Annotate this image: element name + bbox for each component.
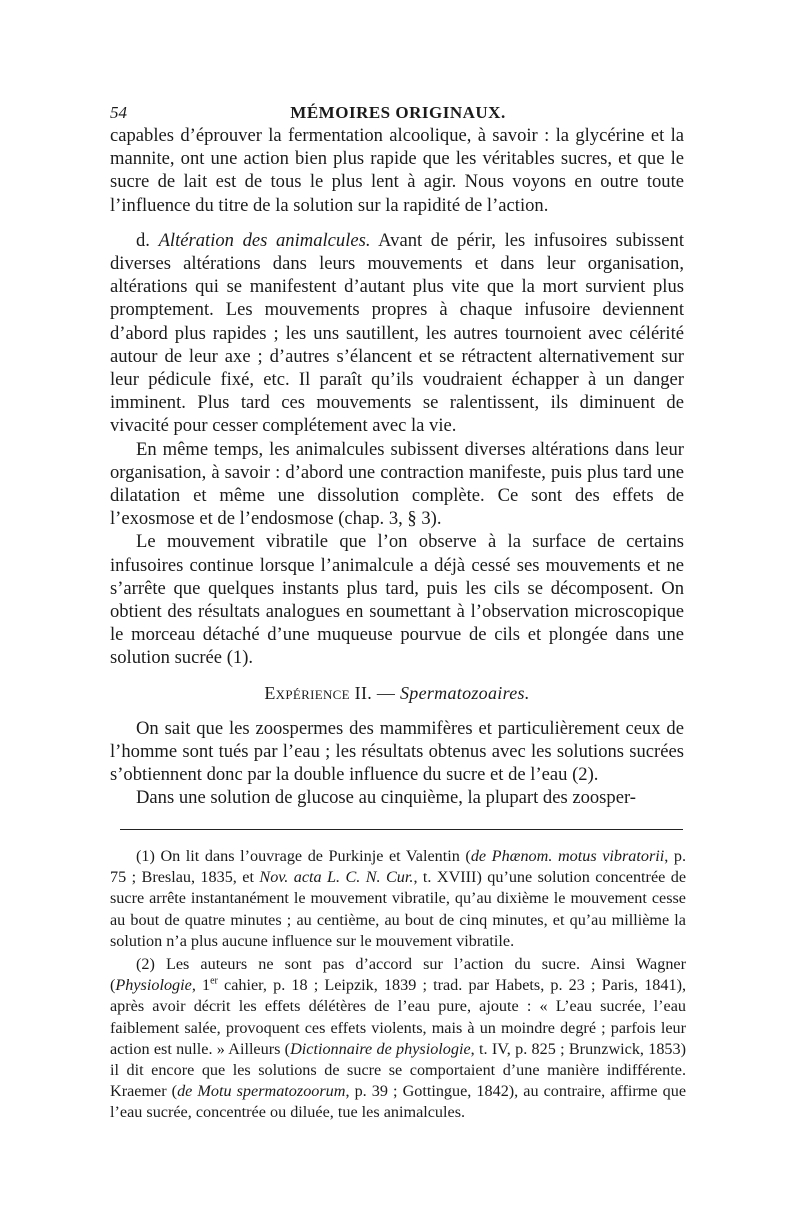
paragraph-vibratile: Le mouvement vibratile que l’on observe à la surface de certains infusoires continue lorsque l’animalcule a déjà cessé ses mouvements et ne s’arrête que quelques instants plus tard, puis les cils se décomposent. On obtient des résultats analogues en soumettant à l’observation microscopique le morceau détaché d’une muqueuse pourvue de cils et plongée dans une solution sucrée (1). bbox=[110, 531, 684, 669]
paragraph-organisation: En même temps, les animalcules subissent diverses altérations dans leur organisation, à savoir : d’abord une contraction manifeste, puis plus tard une dilatation et même une dissolution complète. Ce sont des effets de l’exosmose et de l’endosmose (chap. 3, § 3). bbox=[110, 438, 684, 530]
running-title: MÉMOIRES ORIGINAUX. bbox=[290, 103, 506, 122]
experience-label: Expérience II. — bbox=[264, 682, 396, 703]
footnote-2-text-e: , p. 39 ; Gottingue, 1842), au contraire, affirme que l’eau sucrée, concentrée ou diluée, tue les animalcules. bbox=[110, 1082, 686, 1122]
paragraph-zoospermes: On sait que les zoospermes des mammifères et particulièrement ceux de l’homme sont tués par l’eau ; les résultats obtenus avec les solutions sucrées s’obtiennent donc par la double influence du sucre et de l’eau (2). bbox=[110, 717, 684, 786]
footnote-2-citation-2: Dictionnaire de physiologie bbox=[290, 1039, 471, 1058]
main-text bbox=[110, 124, 684, 810]
footnote-2-citation-1: Physiologie bbox=[115, 976, 192, 995]
experience-title: Spermatozoaires. bbox=[399, 682, 530, 703]
footnote-2-superscript: er bbox=[210, 975, 218, 987]
section-label: d. bbox=[136, 229, 150, 251]
footnote-1-text-b: , p. 75 ; Breslau, 1835, et bbox=[110, 847, 687, 887]
footnote-1-text-a: (1) On lit dans l’ouvrage de Purkinje et Valentin ( bbox=[136, 847, 471, 865]
footnote-2-text-a: (2) Les auteurs ne sont pas d’accord sur l’action du sucre. Ainsi Wagner ( bbox=[110, 955, 686, 995]
footnote-1 bbox=[110, 846, 686, 952]
paragraph-glucose: Dans une solution de glucose au cinquième, la plupart des zoosper- bbox=[136, 787, 636, 809]
footnote-2-text-c: cahier, p. 18 ; Leipzik, 1839 ; trad. par Habets, p. 23 ; Paris, 1841), après avoir décrit les effets délétères de l’eau pure, ajoute : « L’eau sucrée, l’eau faiblement salée, provoquent ces effets violents, mais à un moindre degré ; parfois leur action est nulle. » Ailleurs ( bbox=[110, 976, 686, 1058]
paragraph-continuation: capables d’éprouver la fermentation alcoolique, à savoir : la glycérine et la mannite, ont une action bien plus rapide que les véritables sucres, et que le sucre de lait est de tous le plus lent à agir. Nous voyons en outre toute l’influence du titre de la solution sur la rapidité de l’action. bbox=[110, 125, 684, 216]
footnote-1-citation-2: Nov. acta L. C. N. Cur. bbox=[259, 868, 414, 887]
paragraph-alteration bbox=[110, 229, 684, 438]
page-number: 54 bbox=[110, 103, 127, 122]
experience-heading bbox=[110, 682, 684, 705]
paragraph-alteration-text: Avant de périr, les infusoires subissent diverses altérations dans leurs mouvements et dans leur organisation, altérations qui se manifestent d’autant plus vite que la mort survient plus promptement. Les mouvements propres à chaque infusoire deviennent d’abord plus rapides ; les uns sautillent, les autres tournoient avec célérité autour de leur axe ; d’autres s’élancent et se rétractent alternativement sur leur pédicule fixé, etc. Il paraît qu’ils voudraient échapper à un danger imminent. Plus tard ces mouvements se ralentissent, ils diminuent de vivacité pour cesser complétement avec la vie. bbox=[110, 229, 684, 437]
footnote-2-text-d: , t. IV, p. 825 ; Brunzwick, 1853) il dit encore que les solutions de sucre se comportaient d’une manière indifférente. Kraemer ( bbox=[110, 1039, 686, 1101]
footnote-rule bbox=[120, 829, 683, 830]
page-header bbox=[108, 100, 688, 126]
footnote-2-citation-3: de Motu spermatozoorum bbox=[177, 1082, 346, 1101]
footnotes bbox=[110, 846, 686, 1124]
footnote-1-text-c: , t. XVIII) qu’une solution concentrée de sucre arrête instantanément le mouvement vibratile, qu’au dixième le mouvement cesse au bout de quatre minutes ; au centième, au bout de cinq minutes, et qu’au millième la solution n’a plus aucune influence sur le mouvement vibratile. bbox=[110, 868, 687, 950]
footnote-2-text-b: , 1 bbox=[191, 976, 211, 995]
section-heading: Altération des animalcules. bbox=[158, 229, 371, 251]
footnote-1-citation-1: de Phænom. motus vibratorii bbox=[470, 847, 665, 865]
footnote-2 bbox=[110, 954, 686, 1124]
